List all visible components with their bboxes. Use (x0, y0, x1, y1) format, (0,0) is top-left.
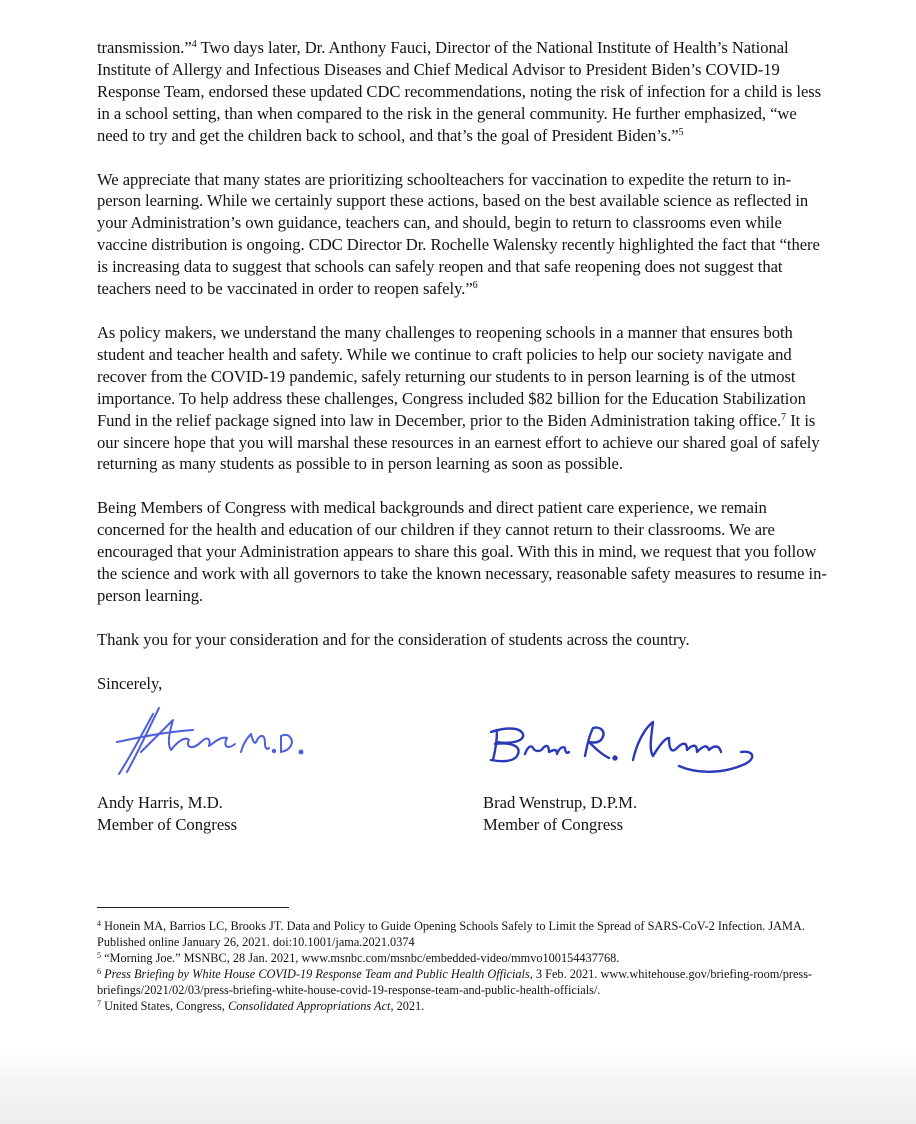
footnote-text: Honein MA, Barrios LC, Brooks JT. Data and Policy to Guide Opening Schools Safely to Limit the Spread of SARS-CoV-2 Infection. JAMA. Published online January 26, 2021. doi:10.1001/jama.2021.0374 (97, 919, 805, 950)
letter-body (97, 37, 827, 695)
footnotes (97, 918, 837, 1015)
closing-salutation: Sincerely, (97, 673, 163, 693)
footnote-5 (97, 950, 837, 966)
footnote-italic-title: Consolidated Appropriations Act (228, 999, 391, 1014)
footnote-7 (97, 998, 837, 1014)
footnote-italic-title: Press Briefing by White House COVID-19 Response Team and Public Health Officials (104, 967, 530, 982)
paragraph-1 (97, 37, 827, 147)
footnote-number: 4 (97, 919, 101, 928)
signatory-title: Member of Congress (97, 815, 238, 834)
footnote-6 (97, 966, 837, 998)
paragraph-3-text-b: It is our sincere hope that you will marshal these resources in an earnest effort to achieve our shared goal of safely returning as many students as possible to in person learning as soon as possible. (97, 410, 820, 474)
paragraph-3 (97, 322, 827, 475)
footnote-ref-5: 5 (678, 126, 684, 138)
signature-wenstrup (483, 702, 763, 782)
footnote-number: 7 (97, 999, 101, 1009)
footnote-text: “Morning Joe.” MSNBC, 28 Jan. 2021, www.msnbc.com/msnbc/embedded-video/mmvo100154437768. (104, 951, 620, 966)
signatory-harris (97, 702, 437, 842)
footnote-separator (97, 907, 289, 908)
paragraph-2-text: We appreciate that many states are prioritizing schoolteachers for vaccination to expedite the return to in-person learning. While we certainly support these actions, based on the best available science as reflected in your Administration’s own guidance, teachers can, and should, begin to return to classrooms even while vaccine distribution is ongoing. CDC Director Dr. Rochelle Walensky recently highlighted the fact that “there is increasing data to suggest that schools can safely reopen and that safe reopening does not suggest that teachers need to be vaccinated in order to reopen safely.” (97, 169, 820, 299)
footnote-ref-4: 4 (191, 39, 197, 50)
footnote-number: 5 (97, 951, 101, 961)
footnote-number: 6 (97, 967, 101, 977)
footnote-text: , 2021. (390, 999, 425, 1014)
signatory-name: Brad Wenstrup, D.P.M. (483, 793, 638, 812)
footnote-ref-7: 7 (781, 411, 787, 423)
paragraph-4 (97, 497, 827, 607)
paragraph-1-text-a: transmission.” (97, 38, 192, 57)
paragraph-3-text-a: As policy makers, we understand the many challenges to reopening schools in a manner that ensures both student and teacher health and safety. While we continue to craft policies to help our society navigate and recover from the COVID-19 pandemic, safely returning our students to in person learning is of the utmost importance. To help address these challenges, Congress included $82 billion for the Education Stabilization Fund in the relief package signed into law in December, prior to the Biden Administration taking office. (97, 322, 806, 430)
paragraph-4-text: Being Members of Congress with medical backgrounds and direct patient care experience, we remain concerned for the health and education of our children if they cannot return to their classrooms. We are encouraged that your Administration appears to share this goal. With this in mind, we request that you follow the science and work with all governors to take the known necessary, reasonable safety measures to resume in-person learning. (97, 498, 827, 605)
footnote-text: , 3 Feb. 2021. www.whitehouse.gov/briefing-room/press-briefings/2021/02/03/press-briefing-white-house-covid-19-response-team-and-public-health-officials/. (97, 967, 813, 998)
paragraph-1-text-b: Two days later, Dr. Anthony Fauci, Director of the National Institute of Health’s National Institute of Allergy and Infectious Diseases and Chief Medical Advisor to President Biden’s COVID-19 Response Team, endorsed these updated CDC recommendations, noting the risk of infection for a child is less in a school setting, than when compared to the risk in the general community. He further emphasized, “we need to try and get the children back to school, and that’s the goal of President Biden’s.” (97, 38, 822, 145)
paragraph-5-text: Thank you for your consideration and for the consideration of students across the country. (97, 629, 690, 649)
paragraph-2 (97, 169, 827, 300)
footnote-ref-6: 6 (472, 280, 478, 292)
footnote-4 (97, 918, 837, 950)
paragraph-5 (97, 629, 827, 651)
signatory-title: Member of Congress (483, 815, 624, 834)
footnote-text: United States, Congress, (104, 999, 229, 1014)
signatory-wenstrup (483, 702, 823, 842)
signatory-name: Andy Harris, M.D. (97, 793, 223, 812)
signature-harris (97, 702, 317, 782)
